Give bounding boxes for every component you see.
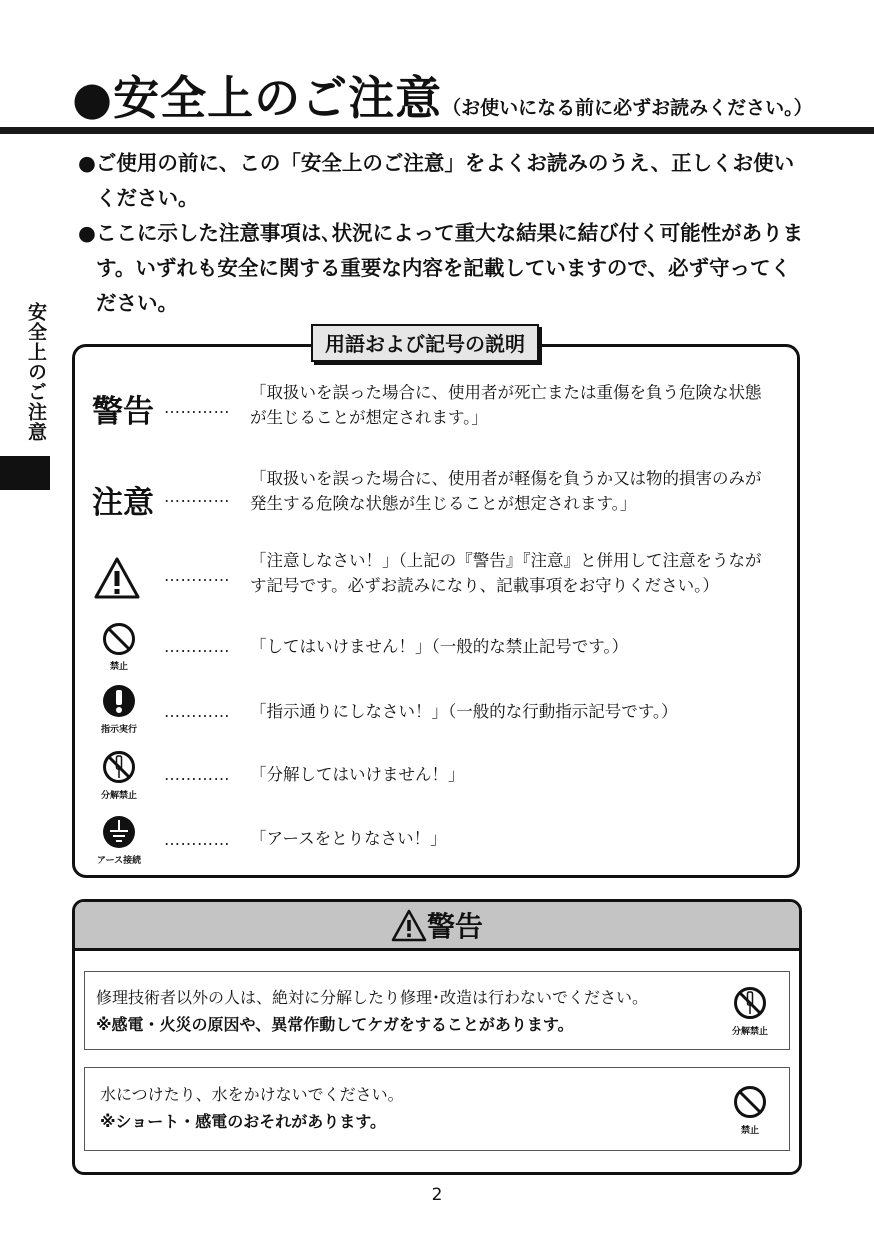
caution-term: 注意: [92, 485, 154, 521]
no-disassembly-description: 「分解してはいけません！」: [250, 765, 465, 784]
ground-connection-icon: [102, 815, 136, 849]
prohibition-icon: [102, 622, 136, 656]
warning-triangle-icon: [391, 909, 427, 942]
intro-note-1: ●ご使用の前に、この「安全上のご注意」をよくお読みのうえ、正しくお使いください。: [78, 151, 795, 210]
warning-term: 警告: [92, 394, 154, 430]
mandatory-description: 「指示通りにしなさい！」（一般的な行動指示記号です。）: [250, 702, 678, 721]
warning-item-instruction: 修理技術者以外の人は、絶対に分解したり修理･改造は行わないでください。: [96, 988, 649, 1007]
prohibition-caption: 禁止: [109, 662, 128, 672]
triangle-desc-line: す記号です。必ずお読みになり、記載事項をお守りください。）: [250, 576, 719, 595]
warning-desc-line: 「取扱いを誤った場合に、使用者が死亡または重傷を負う危険な状態: [250, 383, 762, 402]
leader-dots: …………: [164, 765, 230, 784]
mandatory-action-icon: [102, 684, 136, 718]
triangle-description: [250, 548, 762, 598]
warning-desc-line: が生じることが想定されます。」: [250, 408, 488, 427]
page-title: [72, 62, 813, 128]
leader-dots: …………: [164, 637, 230, 656]
no-disassembly-icon: [102, 750, 136, 784]
leader-dots: …………: [164, 702, 230, 721]
warning-item-text: [96, 984, 648, 1038]
no-disassembly-icon: [733, 986, 767, 1020]
intro-notes: [78, 146, 808, 321]
ground-caption: アース接続: [96, 856, 142, 866]
side-tab-label: 安全上のご注意: [25, 302, 47, 442]
warning-heading: 警告: [426, 910, 483, 943]
legend-title: 用語および記号の説明: [311, 324, 539, 362]
mandatory-caption: 指示実行: [100, 725, 137, 735]
page-number: 2: [431, 1185, 443, 1205]
prohibition-caption: 禁止: [740, 1126, 759, 1136]
warning-item-text: [100, 1081, 404, 1135]
warning-item-instruction: 水につけたり、水をかけないでください。: [100, 1085, 404, 1104]
prohibition-icon: [733, 1085, 767, 1119]
triangle-desc-line: 「注意しなさい！」（上記の『警告』『注意』と併用して注意をうなが: [250, 551, 762, 570]
warning-item-note: ※ショート・感電のおそれがあります。: [100, 1112, 386, 1131]
prohibition-description: 「してはいけません！」（一般的な禁止記号です。）: [250, 637, 629, 656]
warning-triangle-icon: [93, 556, 141, 600]
page-subtitle: （お使いになる前に必ずお読みください。）: [442, 97, 813, 119]
caution-desc-line: 「取扱いを誤った場合に、使用者が軽傷を負うか又は物的損害のみが: [250, 469, 762, 488]
warning-item-note: ※感電・火災の原因や、異常作動してケガをすることがあります。: [96, 1015, 574, 1034]
caution-description: [250, 466, 762, 516]
leader-dots: …………: [164, 830, 230, 849]
warning-description: [250, 380, 762, 430]
caution-desc-line: 発生する危険な状態が生じることが想定されます。」: [250, 494, 637, 513]
intro-note-2: ●ここに示した注意事項は､状況によって重大な結果に結び付く可能性があります。いずれも安全に関する重要な内容を記載していますので、必ず守ってください。: [78, 221, 804, 315]
warning-header: [75, 902, 799, 951]
leader-dots: …………: [164, 487, 230, 506]
no-disassembly-caption: 分解禁止: [731, 1027, 768, 1037]
leader-dots: …………: [164, 566, 230, 585]
leader-dots: …………: [164, 398, 230, 417]
no-disassembly-caption: 分解禁止: [100, 791, 137, 801]
title-rule: [0, 127, 874, 134]
ground-description: 「アースをとりなさい！」: [250, 829, 447, 848]
side-tab-marker: [0, 456, 50, 490]
page-title-main: ●安全上のご注意: [72, 71, 443, 125]
